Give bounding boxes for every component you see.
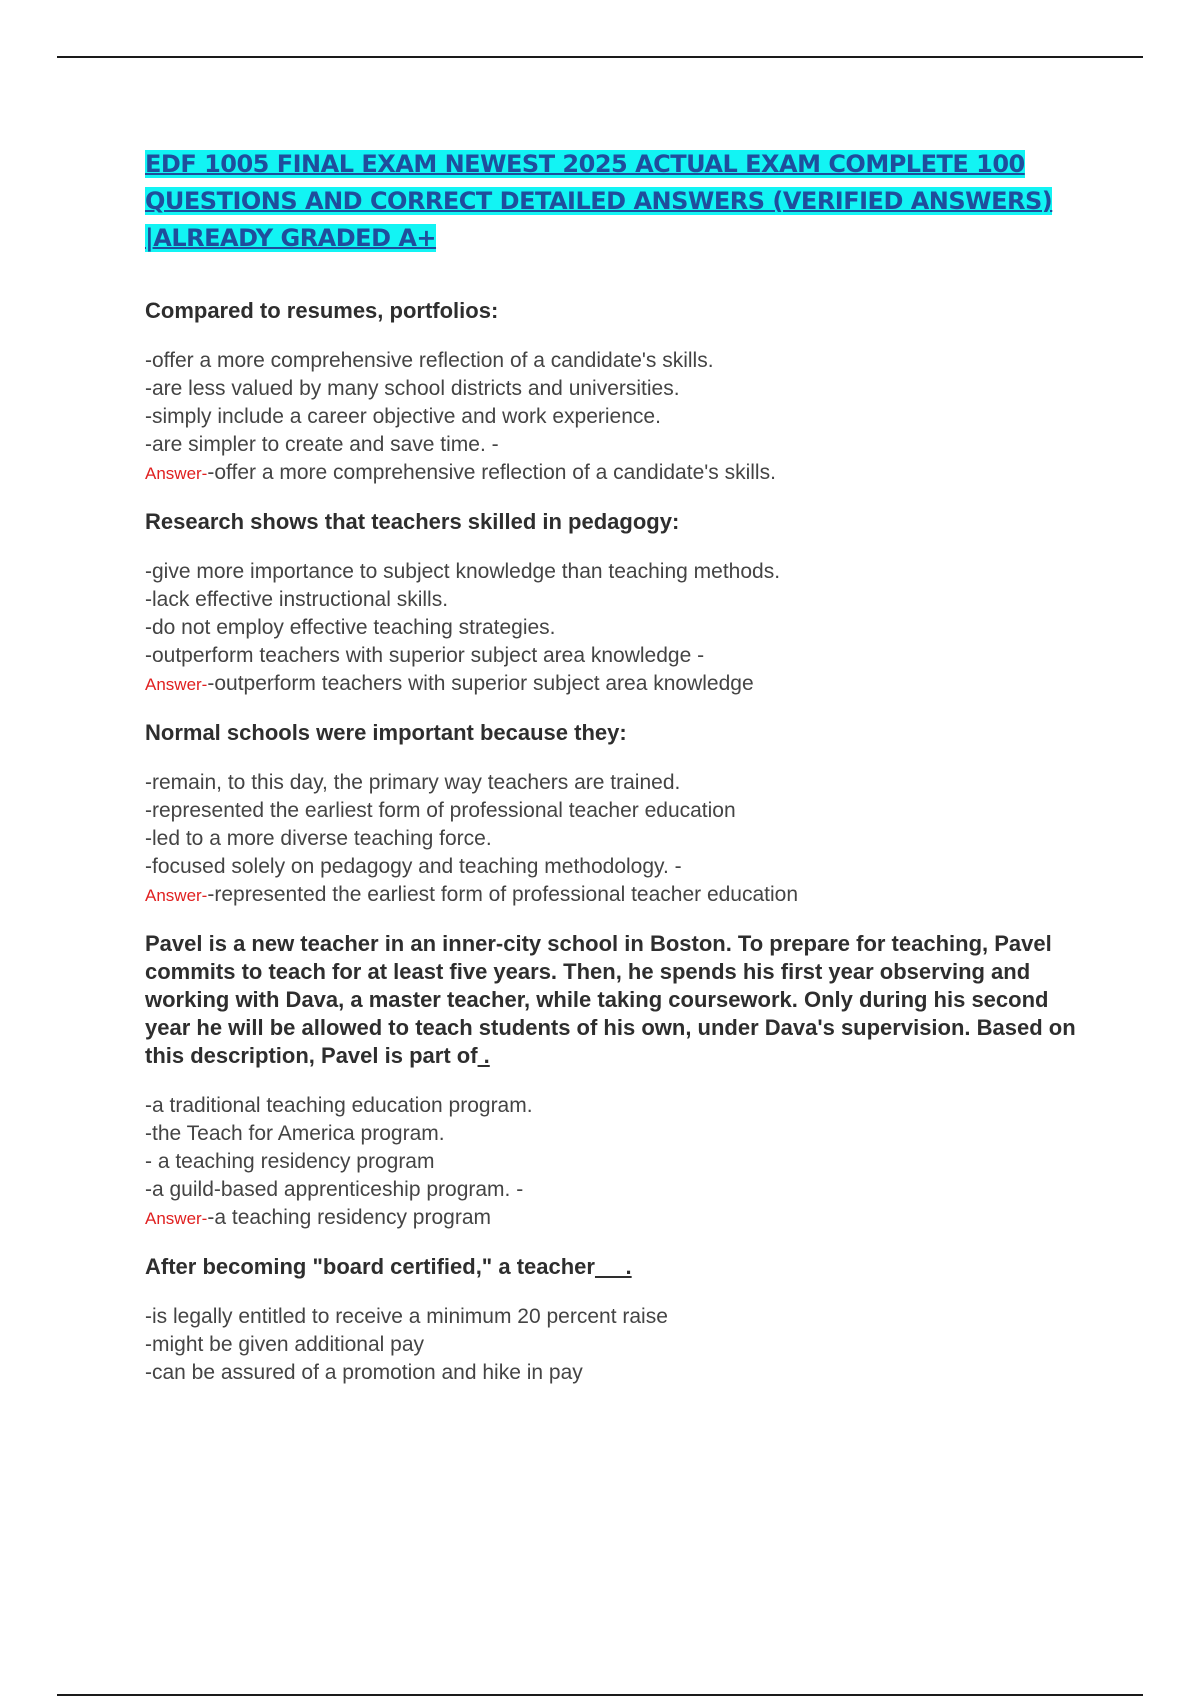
document-title <box>145 146 1085 257</box>
answer-option: -are less valued by many school districts and universities. <box>145 377 680 400</box>
answer-label: Answer- <box>145 675 208 694</box>
question-text: Pavel is a new teacher in an inner-city school in Boston. To prepare for teaching, Pavel commits to teach for at least five years. Then, he spends his first year observing and working with Dava, a master teacher, while taking coursework. Only during his second year he will be allowed to teach students of his own, under Dava's supervision. Based on this description, Pavel is part of <box>145 931 1076 1068</box>
question-block <box>145 719 1085 910</box>
question-prompt <box>145 508 1085 536</box>
option-list <box>145 1303 1085 1387</box>
question-block <box>145 297 1085 488</box>
answer-blank: . <box>594 1254 632 1279</box>
option-list <box>145 347 1085 459</box>
question-prompt <box>145 930 1085 1070</box>
document-body <box>145 146 1085 1407</box>
option-list <box>145 1092 1085 1204</box>
answer-option: -led to a more diverse teaching force. <box>145 827 492 850</box>
answer-option: - a teaching residency program <box>145 1150 435 1173</box>
option-list <box>145 558 1085 670</box>
correct-answer <box>145 881 1085 910</box>
answer-option: -are simpler to create and save time. - <box>145 433 499 456</box>
answer-text: -represented the earliest form of professional teacher education <box>207 883 799 906</box>
answer-option: -lack effective instructional skills. <box>145 588 449 611</box>
answer-option: -a traditional teaching education program. <box>145 1094 533 1117</box>
correct-answer <box>145 459 1085 488</box>
answer-option: -might be given additional pay <box>145 1333 425 1356</box>
question-text: Compared to resumes, portfolios: <box>145 298 499 323</box>
answer-text: -outperform teachers with superior subject area knowledge <box>207 672 754 695</box>
question-prompt <box>145 297 1085 325</box>
question-prompt <box>145 719 1085 747</box>
option-list <box>145 769 1085 881</box>
question-block <box>145 930 1085 1233</box>
answer-label: Answer- <box>145 464 208 483</box>
answer-option: -offer a more comprehensive reflection of a candidate's skills. <box>145 349 714 372</box>
question-text: Normal schools were important because they: <box>145 720 627 745</box>
question-text: Research shows that teachers skilled in pedagogy: <box>145 509 680 534</box>
answer-blank: . <box>477 1043 490 1068</box>
question-text: After becoming "board certified," a teacher <box>145 1254 595 1279</box>
answer-option: -is legally entitled to receive a minimum 20 percent raise <box>145 1305 668 1328</box>
question-block <box>145 508 1085 699</box>
answer-label: Answer- <box>145 886 208 905</box>
answer-option: -simply include a career objective and work experience. <box>145 405 661 428</box>
correct-answer <box>145 670 1085 699</box>
answer-text: -a teaching residency program <box>207 1206 492 1229</box>
answer-option: -represented the earliest form of professional teacher education <box>145 799 736 822</box>
answer-option: -focused solely on pedagogy and teaching methodology. - <box>145 855 682 878</box>
correct-answer <box>145 1204 1085 1233</box>
title-highlight: EDF 1005 FINAL EXAM NEWEST 2025 ACTUAL EXAM COMPLETE 100 QUESTIONS AND CORRECT DETAILED ANSWERS (VERIFIED ANSWERS) |ALREADY GRADED A+ <box>145 150 1053 252</box>
answer-option: -can be assured of a promotion and hike in pay <box>145 1361 583 1384</box>
answer-option: -give more importance to subject knowledge than teaching methods. <box>145 560 781 583</box>
answer-option: -the Teach for America program. <box>145 1122 445 1145</box>
question-prompt <box>145 1253 1085 1281</box>
top-rule <box>57 56 1143 58</box>
answer-text: -offer a more comprehensive reflection of a candidate's skills. <box>207 461 776 484</box>
answer-option: -remain, to this day, the primary way teachers are trained. <box>145 771 681 794</box>
bottom-rule <box>57 1694 1143 1696</box>
answer-option: -a guild-based apprenticeship program. - <box>145 1178 524 1201</box>
question-list <box>145 297 1085 1387</box>
question-block <box>145 1253 1085 1387</box>
answer-option: -outperform teachers with superior subject area knowledge - <box>145 644 705 667</box>
answer-label: Answer- <box>145 1209 208 1228</box>
answer-option: -do not employ effective teaching strategies. <box>145 616 556 639</box>
